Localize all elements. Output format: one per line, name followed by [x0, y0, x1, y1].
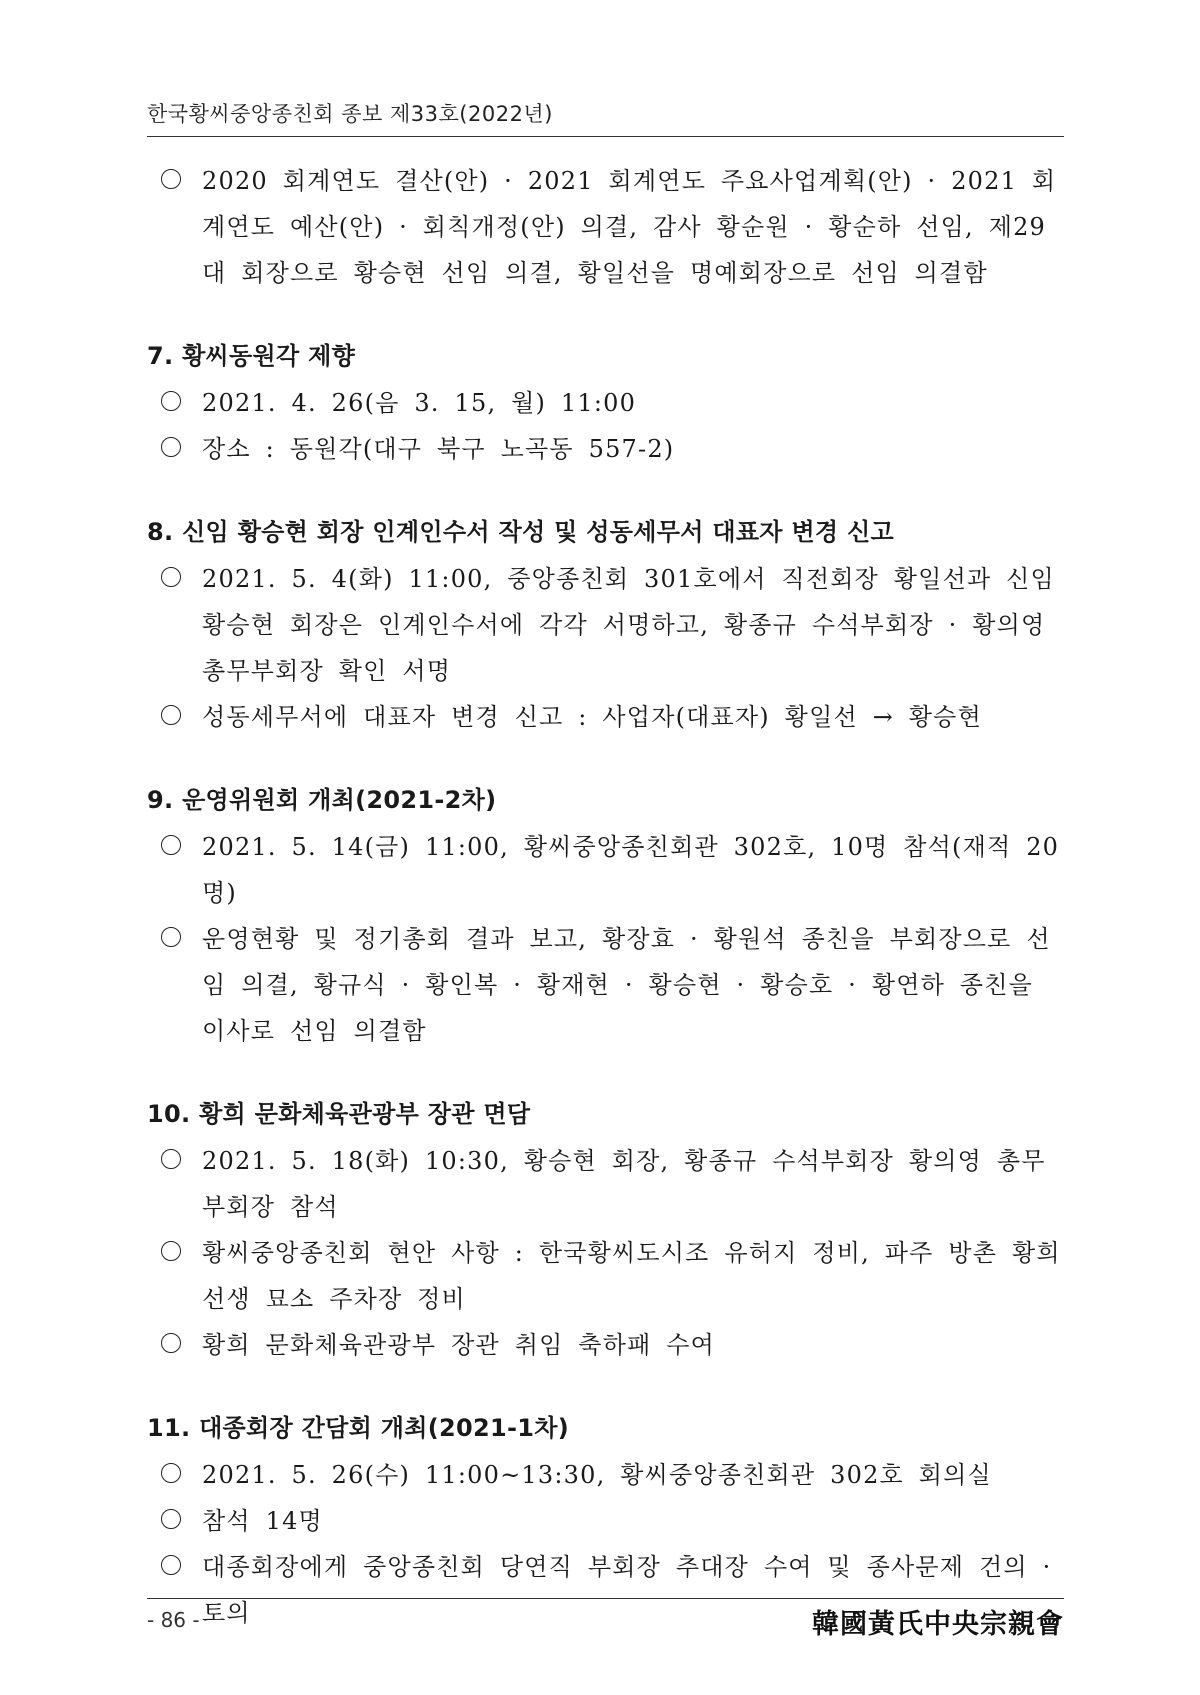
item-text: 황씨중앙종친회 현안 사항 : 한국황씨도시조 유허지 정비, 파주 방촌 황희 선생 묘소 주차장 정비 — [202, 1239, 1061, 1313]
item-text: 운영현황 및 정기총회 결과 보고, 황장효 · 황원석 종친을 부회장으로 선임 의결, 황규식 · 황인복 · 황재현 · 황승현 · 황승호 · 황연하 종친을 이사로 선임 의결함 — [202, 925, 1051, 1045]
circle-bullet-icon — [161, 567, 181, 587]
list-item — [147, 824, 1064, 916]
list-item — [147, 1322, 1064, 1368]
circle-bullet-icon — [161, 1555, 181, 1575]
item-text: 참석 14명 — [202, 1507, 323, 1535]
organization-name: 韓國黃氏中央宗親會 — [812, 1609, 1064, 1640]
circle-bullet-icon — [161, 835, 181, 855]
item-text: 2021. 5. 26(수) 11:00~13:30, 황씨중앙종친회관 302호 회의실 — [202, 1461, 992, 1489]
list-item — [147, 916, 1064, 1054]
item-text: 2021. 5. 4(화) 11:00, 중앙종친회 301호에서 직전회장 황일선과 신임 황승현 회장은 인계인수서에 각각 서명하고, 황종규 수석부회장 · 황의영 총무부회장 확인 서명 — [202, 565, 1055, 685]
section-10 — [147, 1092, 1064, 1368]
page-header: 한국황씨중앙종친회 종보 제33호(2022년) — [147, 102, 553, 126]
list-item — [147, 1498, 1064, 1544]
list-item — [147, 1138, 1064, 1230]
section-7 — [147, 334, 1064, 472]
circle-bullet-icon — [161, 705, 181, 725]
section-title: 7. 황씨동원각 제향 — [147, 342, 356, 370]
section-title: 9. 운영위원회 개최(2021-2차) — [147, 786, 497, 814]
item-text: 2021. 5. 14(금) 11:00, 황씨중앙종친회관 302호, 10명 참석(재적 20명) — [202, 833, 1060, 907]
circle-bullet-icon — [161, 391, 181, 411]
circle-bullet-icon — [161, 1149, 181, 1169]
section-8 — [147, 510, 1064, 740]
item-text: 장소 : 동원각(대구 북구 노곡동 557-2) — [202, 435, 675, 463]
item-text: 성동세무서에 대표자 변경 신고 : 사업자(대표자) 황일선 → 황승현 — [202, 703, 982, 731]
section-9 — [147, 778, 1064, 1054]
section-title: 11. 대종회장 간담회 개최(2021-1차) — [147, 1414, 570, 1442]
footer-divider — [147, 1598, 1064, 1599]
header-divider — [147, 136, 1064, 137]
page-number: - 86 - — [147, 1608, 200, 1632]
circle-bullet-icon — [161, 169, 181, 189]
intro-block — [147, 158, 1064, 296]
section-title: 10. 황희 문화체육관광부 장관 면담 — [147, 1100, 531, 1128]
list-item — [147, 1452, 1064, 1498]
list-item — [147, 380, 1064, 426]
list-item — [147, 426, 1064, 472]
list-item — [147, 1230, 1064, 1322]
section-title: 8. 신임 황승현 회장 인계인수서 작성 및 성동세무서 대표자 변경 신고 — [147, 518, 895, 546]
circle-bullet-icon — [161, 1463, 181, 1483]
circle-bullet-icon — [161, 927, 181, 947]
item-text: 황희 문화체육관광부 장관 취임 축하패 수여 — [202, 1331, 716, 1359]
circle-bullet-icon — [161, 1509, 181, 1529]
circle-bullet-icon — [161, 1241, 181, 1261]
page-content — [147, 158, 1064, 1636]
circle-bullet-icon — [161, 1333, 181, 1353]
list-item — [147, 556, 1064, 694]
item-text: 2021. 5. 18(화) 10:30, 황승현 회장, 황종규 수석부회장 황의영 총무부회장 참석 — [202, 1147, 1046, 1221]
item-text: 2021. 4. 26(음 3. 15, 월) 11:00 — [202, 389, 637, 417]
item-text: 2020 회계연도 결산(안) · 2021 회계연도 주요사업계획(안) · 2021 회계연도 예산(안) · 회칙개정(안) 의결, 감사 황순원 · 황순하 선임, 제29대 회장으로 황승현 선임 의결, 황일선을 명예회장으로 선임 의결함 — [202, 167, 1057, 287]
list-item — [147, 158, 1064, 296]
item-text: 대종회장에게 중앙종친회 당연직 부회장 추대장 수여 및 종사문제 건의 · 토의 — [202, 1553, 1052, 1627]
circle-bullet-icon — [161, 437, 181, 457]
list-item — [147, 694, 1064, 740]
